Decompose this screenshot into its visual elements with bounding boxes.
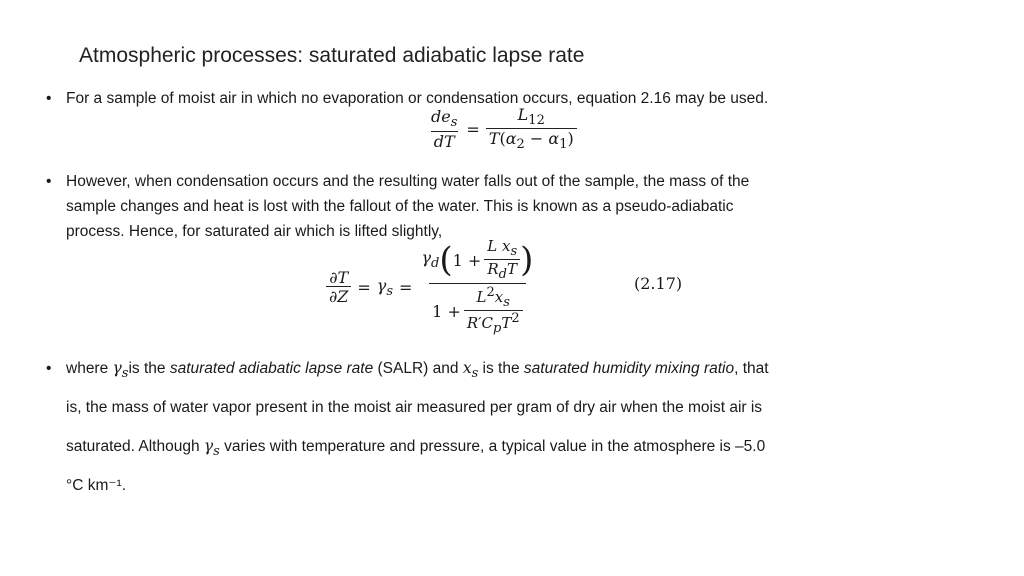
eq2-gamma-s: $\gamma_s$ bbox=[376, 275, 394, 299]
bullet-marker: • bbox=[46, 360, 52, 377]
eq2-numerator: $\gamma_d$ ( 1 + $\frac{L x_s}{R_dT}$ ) bbox=[421, 237, 534, 283]
eq1-rhs-fraction bbox=[486, 106, 577, 153]
gamma-s-symbol: $\gamma_s$ bbox=[112, 359, 129, 382]
bullet-3-line-1 bbox=[66, 356, 769, 386]
gamma-s-symbol-2: $\gamma_s$ bbox=[203, 437, 220, 460]
eq2-equals-1: = bbox=[357, 277, 371, 297]
eq2-main-fraction bbox=[418, 238, 536, 337]
bullet-3-line-2: is, the mass of water vapor present in the moist air measured per gram of dry air when the moist air is bbox=[66, 399, 763, 416]
x-s-symbol: $x_s$ bbox=[462, 359, 479, 382]
bullet-3-line-4: °C km⁻¹. bbox=[66, 477, 127, 494]
bullet-3-where: where bbox=[66, 360, 109, 377]
eq2-inner-fraction-top: $\frac{L x_s}{R_dT}$ bbox=[484, 238, 520, 283]
eq2-inner-fraction-bottom: $\frac{L^2x_s}{R'C_pT^2}$ bbox=[464, 286, 523, 337]
eq1-rhs-denominator: $T(\alpha_2 - \alpha_1)$ bbox=[486, 128, 577, 153]
equation-2-17 bbox=[326, 238, 536, 337]
eq1-lhs-numerator: $de_s$ bbox=[431, 107, 458, 131]
eq1-rhs-numerator: $L_{12}$ bbox=[517, 105, 545, 129]
eq2-lhs-denominator: ∂Z bbox=[326, 286, 351, 306]
bullet-3-varies: varies with temperature and pressure, a typical value in the atmosphere is –5.0 bbox=[224, 438, 766, 455]
eq1-lhs-fraction bbox=[428, 108, 460, 151]
bullet-3-although: saturated. Although bbox=[66, 438, 200, 455]
eq1-equals: = bbox=[466, 120, 480, 140]
eq1-lhs-denominator: dT bbox=[431, 131, 458, 151]
mixing-ratio-term: saturated humidity mixing ratio bbox=[523, 360, 735, 377]
eq2-lhs-numerator: ∂T bbox=[329, 267, 349, 287]
eq2-denominator: 1 + $\frac{L^2x_s}{R'C_pT^2}$ bbox=[429, 283, 525, 337]
bullet-3-is-the-2: is the bbox=[482, 360, 520, 377]
bullet-2-line-3: process. Hence, for saturated air which is lifted slightly, bbox=[66, 223, 443, 240]
equation-number: (2.17) bbox=[634, 274, 683, 293]
eq2-equals-2: = bbox=[399, 277, 413, 297]
equation-2-16 bbox=[428, 106, 577, 153]
eq2-lhs-fraction bbox=[326, 269, 351, 307]
bullet-3-is-the: is the bbox=[128, 360, 166, 377]
bullet-marker: • bbox=[46, 173, 52, 190]
bullet-1-text: For a sample of moist air in which no evaporation or condensation occurs, equation 2.16 may be used. bbox=[66, 90, 769, 107]
bullet-3-salr-and: (SALR) and bbox=[377, 360, 459, 377]
bullet-3-line-3 bbox=[66, 434, 765, 464]
slide-title: Atmospheric processes: saturated adiabatic lapse rate bbox=[79, 44, 585, 67]
bullet-2-line-2: sample changes and heat is lost with the fallout of the water. This is known as a pseudo-adiabatic bbox=[66, 198, 734, 215]
bullet-2-line-1: However, when condensation occurs and the resulting water falls out of the sample, the mass of the bbox=[66, 173, 750, 190]
bullet-3-that: , that bbox=[734, 360, 769, 377]
salr-term: saturated adiabatic lapse rate bbox=[169, 360, 374, 377]
bullet-marker: • bbox=[46, 90, 52, 107]
